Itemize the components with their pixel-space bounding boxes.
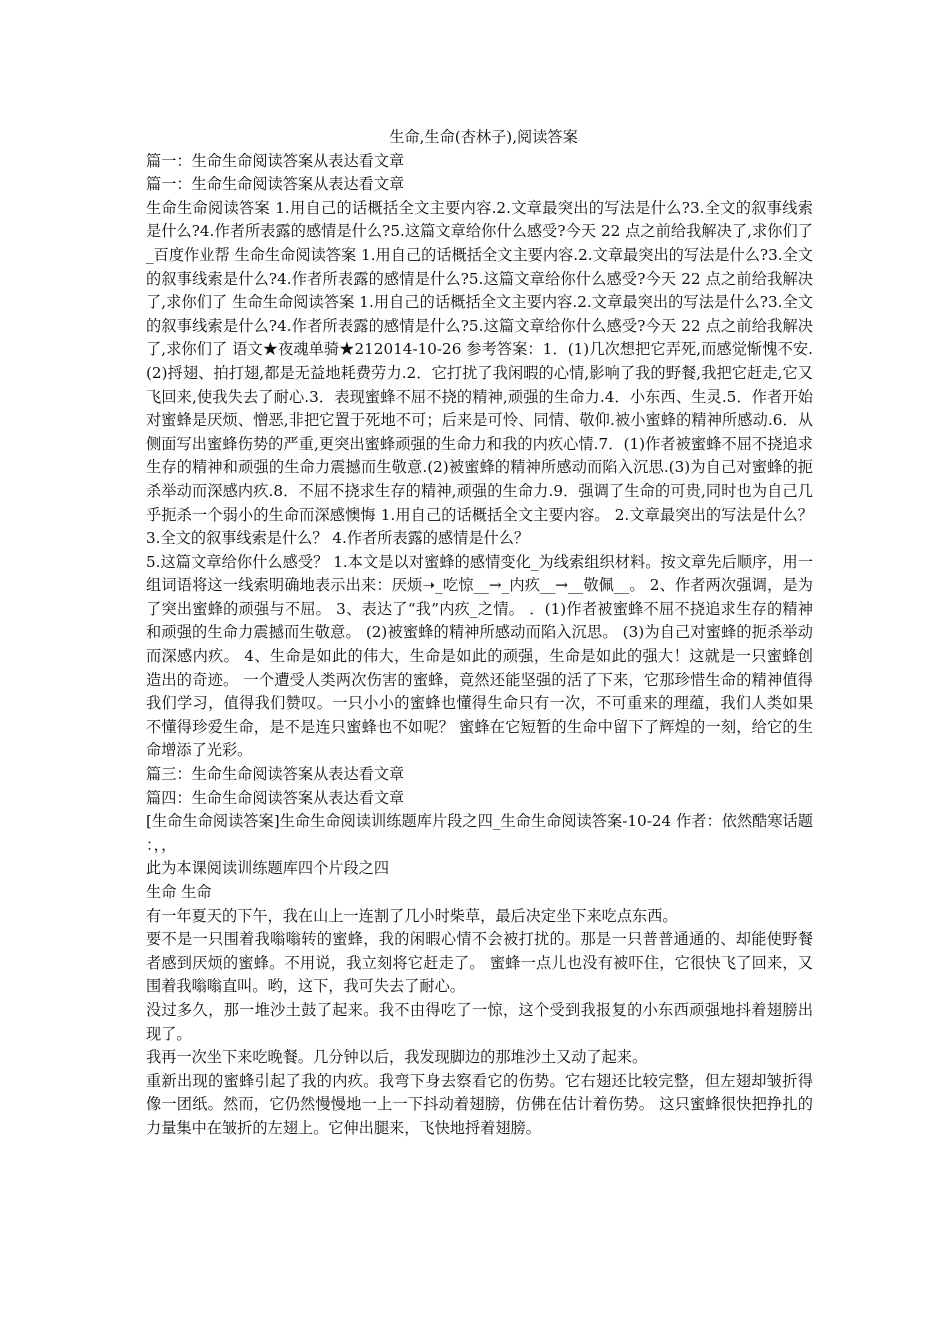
section-heading-3: 篇三：生命生命阅读答案从表达看文章 [146,765,405,784]
story-paragraph-1: 有一年夏天的下午，我在山上一连割了几小时柴草，最后决定坐下来吃点东西。 [146,906,678,925]
document-title: 生命,生命(杏林子),阅读答案 [389,128,578,146]
story-paragraph-2: 要不是一只围着我嗡嗡转的蜜蜂，我的闲暇心情不会被打扰的。那是一只普普通通的、却能使野餐者感到厌烦的蜜蜂。不用说，我立刻将它赶走了。 蜜蜂一点儿也没有被吓住，它很快飞了回来，又围着我嗡嗡直叫。哟，这下，我可失去了耐心。 [146,930,813,996]
story-paragraph-5: 重新出现的蜜蜂引起了我的内疚。我弯下身去察看它的伤势。它右翅还比较完整，但左翅却皱折得像一团纸。然而，它仍然慢慢地一上一下抖动着翅膀，仿佛在估计着伤势。 这只蜜蜂很快把挣扎的力量集中在皱折的左翅上。它伸出腿来，飞快地捋着翅膀。 [146,1071,813,1137]
section-heading-1: 篇一：生命生命阅读答案从表达看文章 [146,151,405,170]
excerpt-intro: 此为本课阅读训练题库四个片段之四 [146,859,389,878]
answer-paragraph-1: 生命生命阅读答案 1.用自己的话概括全文主要内容.2.文章最突出的写法是什么?3.全文的叙事线索是什么?4.作者所表露的感情是什么?5.这篇文章给你什么感受?今天 22 点之前给我解决了,求你们了_百度作业帮 生命生命阅读答案 1.用自己的话概括全文主要内容.2.文章最突出的写法是什么?3.全文的叙事线索是什么?4.作者所表露的感情是什么?5.这篇文章给你什么感受?今天 22 点之前给我解决了,求你们了 生命生命阅读答案 1.用自己的话概括全文主要内容.2.文章最突出的写法是什么?3.全文的叙事线索是什么?4.作者所表露的感情是什么?5.这篇文章给你什么感受?今天 22 点之前给我解决了,求你们了 语文★夜魂单骑★212014-10-26 参考答案：1．(1)几次想把它弄死,而感觉惭愧不安.(2)捋翅、拍打翅,都是无益地耗费劳力.2．它打扰了我闲暇的心情,影响了我的野餐,我把它赶走,它又飞回来,使我失去了耐心.3．表现蜜蜂不屈不挠的精神,顽强的生命力.4．小东西、生灵.5．作者开始对蜜蜂是厌烦、憎恶,非把它置于死地不可；后来是可怜、同情、敬仰.被小蜜蜂的精神所感动.6．从侧面写出蜜蜂伤势的严重,更突出蜜蜂顽强的生命力和我的内疚心情.7．(1)作者被蜜蜂不屈不挠追求生存的精神和顽强的生命力震撼而生敬意.(2)被蜜蜂的精神所感动而陷入沉思.(3)为自己对蜜蜂的扼杀举动而深感内疚.8．不屈不挠求生存的精神,顽强的生命力.9．强调了生命的可贵,同时也为自己几乎扼杀一个弱小的生命而深感懊悔 1.用自己的话概括全文主要内容。 2.文章最突出的写法是什么？ 3.全文的叙事线索是什么？ 4.作者所表露的感情是什么？ [146,198,813,548]
section-heading-4: 篇四：生命生命阅读答案从表达看文章 [146,788,405,807]
story-paragraph-3: 没过多久，那一堆沙土鼓了起来。我不由得吃了一惊，这个受到我报复的小东西顽强地抖着翅膀出现了。 [146,1000,813,1043]
answer-paragraph-2: 5.这篇文章给你什么感受？ 1.本文是以对蜜蜂的感情变化_为线索组织材料。按文章先后顺序，用一组词语将这一线索明确地表示出来：厌烦➝_吃惊__→_内疚__→__敬佩__。 2、作者两次强调，是为了突出蜜蜂的顽强与不屈。 3、表达了“我”内疚_之情。 ．(1)作者被蜜蜂不屈不挠追求生存的精神和顽强的生命力震撼而生敬意。 (2)被蜜蜂的精神所感动而陷入沉思。 (3)为自己对蜜蜂的扼杀举动而深感内疚。 4、生命是如此的伟大，生命是如此的顽强，生命是如此的强大！这就是一只蜜蜂创造出的奇迹。 一个遭受人类两次伤害的蜜蜂，竟然还能坚强的活了下来，它那珍惜生命的精神值得我们学习，值得我们赞叹。一只小小的蜜蜂也懂得生命只有一次，不可重来的理蕴，我们人类如果不懂得珍爱生命，是不是连只蜜蜂也不如呢？ 蜜蜂在它短暂的生命中留下了辉煌的一刻，给它的生命增添了光彩。 [146,552,813,760]
excerpt-title: 生命 生命 [146,883,212,901]
story-paragraph-4: 我再一次坐下来吃晚餐。几分钟以后，我发现脚边的那堆沙土又动了起来。 [146,1048,648,1067]
section-heading-1-repeat: 篇一：生命生命阅读答案从表达看文章 [146,175,405,194]
article-meta: [生命生命阅读答案]生命生命阅读训练题库片段之四_生命生命阅读答案-10-24 作者：依然酷寒话题：，， [146,812,813,854]
